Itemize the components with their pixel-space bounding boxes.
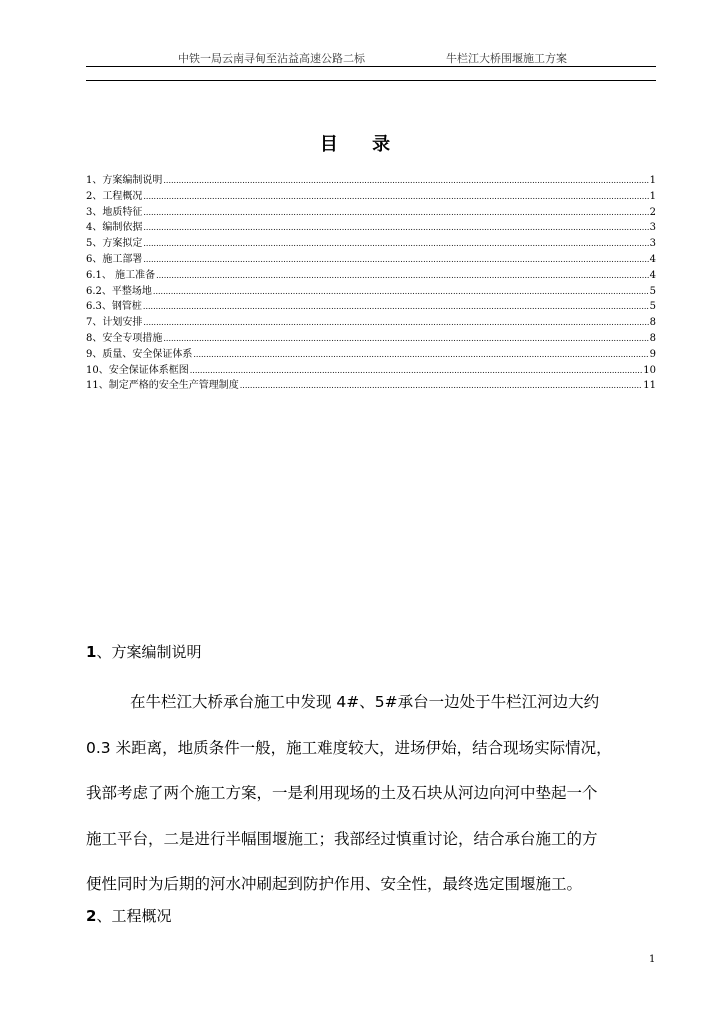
toc-entry-label: 5、方案拟定 xyxy=(86,238,143,250)
table-of-contents xyxy=(86,173,656,394)
toc-entry-label: 10、安全保证体系框图 xyxy=(86,364,189,376)
toc-entry[interactable] xyxy=(86,363,656,379)
header-project-name: 中铁一局云南寻甸至沾益高速公路二标 xyxy=(178,52,365,65)
toc-dot-leader xyxy=(163,331,648,347)
toc-entry[interactable] xyxy=(86,173,656,189)
section-heading-2 xyxy=(86,905,171,926)
body-line: 便性同时为后期的河水冲刷起到防护作用、安全性，最终选定围堰施工。 xyxy=(86,875,583,893)
toc-entry-page: 4 xyxy=(649,253,656,265)
toc-entry-label: 8、安全专项措施 xyxy=(86,332,163,344)
toc-entry[interactable] xyxy=(86,189,656,205)
toc-entry-label: 9、质量、安全保证体系 xyxy=(86,348,193,360)
toc-entry-page: 11 xyxy=(643,380,656,392)
body-paragraph xyxy=(86,680,664,908)
page-number: 1 xyxy=(649,954,656,965)
toc-entry[interactable] xyxy=(86,378,656,394)
toc-entry-label: 3、地质特征 xyxy=(86,206,143,218)
toc-dot-leader xyxy=(153,284,649,300)
toc-entry-page: 3 xyxy=(649,238,656,250)
header-rule-secondary xyxy=(86,80,656,81)
toc-entry-page: 4 xyxy=(649,269,656,281)
body-line: 我部考虑了两个施工方案，一是利用现场的土及石块从河边向河中垫起一个 xyxy=(86,784,598,802)
toc-entry[interactable] xyxy=(86,205,656,221)
toc-dot-leader xyxy=(143,236,648,252)
toc-dot-leader xyxy=(143,315,648,331)
toc-entry[interactable] xyxy=(86,220,656,236)
section-title: 、方案编制说明 xyxy=(96,643,202,661)
toc-dot-leader xyxy=(240,378,643,394)
toc-entry[interactable] xyxy=(86,268,656,284)
toc-entry[interactable] xyxy=(86,331,656,347)
toc-entry-page: 9 xyxy=(649,348,656,360)
toc-dot-leader xyxy=(143,252,648,268)
toc-dot-leader xyxy=(143,299,649,315)
toc-dot-leader xyxy=(193,347,648,363)
toc-entry-page: 5 xyxy=(649,301,656,313)
toc-entry[interactable] xyxy=(86,236,656,252)
toc-dot-leader xyxy=(190,363,643,379)
toc-entry-label: 6.2、平整场地 xyxy=(86,285,152,297)
toc-entry-page: 1 xyxy=(649,175,656,186)
toc-entry-page: 1 xyxy=(649,190,656,202)
toc-dot-leader xyxy=(156,268,649,284)
toc-entry-label: 7、计划安排 xyxy=(86,317,143,329)
toc-entry-label: 6、施工部署 xyxy=(86,253,143,265)
header-rule xyxy=(86,66,656,67)
toc-entry-page: 3 xyxy=(649,222,656,234)
section-heading-1 xyxy=(86,641,201,662)
toc-entry-label: 11、制定严格的安全生产管理制度 xyxy=(86,380,239,392)
toc-entry[interactable] xyxy=(86,315,656,331)
toc-entry-page: 2 xyxy=(649,206,656,218)
toc-entry-page: 8 xyxy=(649,317,656,329)
toc-dot-leader xyxy=(143,220,648,236)
toc-dot-leader xyxy=(143,205,648,221)
toc-entry[interactable] xyxy=(86,347,656,363)
toc-entry-label: 6.1、 施工准备 xyxy=(86,269,156,281)
header-document-title: 牛栏江大桥围堰施工方案 xyxy=(446,52,567,65)
toc-entry-label: 2、工程概况 xyxy=(86,190,143,202)
section-number: 2 xyxy=(86,907,97,925)
section-title: 、工程概况 xyxy=(96,907,172,925)
toc-entry-page: 10 xyxy=(643,364,656,376)
toc-title: 目 录 xyxy=(319,134,405,155)
body-line: 施工平台，二是进行半幅围堰施工；我部经过慎重讨论，结合承台施工的方 xyxy=(86,829,598,848)
body-line: 在牛栏江大桥承台施工中发现 4#、5#承台一边处于牛栏江河边大约 xyxy=(130,693,600,711)
toc-entry-label: 4、编制依据 xyxy=(86,222,143,234)
toc-entry-label: 1、方案编制说明 xyxy=(86,175,163,186)
toc-dot-leader xyxy=(143,189,648,205)
body-line: 0.3 米距离，地质条件一般，施工难度较大，进场伊始，结合现场实际情况， xyxy=(86,738,612,757)
toc-entry[interactable] xyxy=(86,252,656,268)
toc-entry-page: 5 xyxy=(649,285,656,297)
toc-entry-page: 8 xyxy=(649,332,656,344)
section-number: 1 xyxy=(86,643,97,661)
toc-dot-leader xyxy=(163,173,648,189)
toc-entry[interactable] xyxy=(86,299,656,315)
toc-entry-label: 6.3、钢管桩 xyxy=(86,301,142,313)
toc-entry[interactable] xyxy=(86,284,656,300)
